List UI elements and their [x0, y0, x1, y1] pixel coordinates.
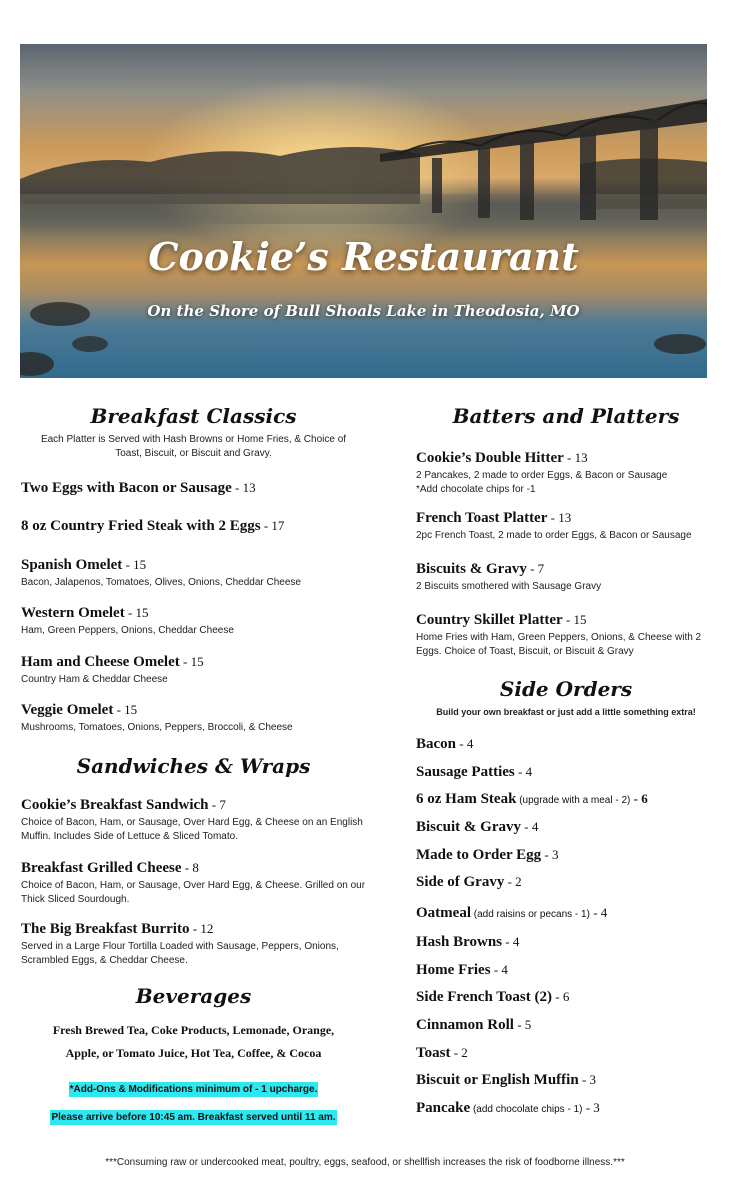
sandwiches-wraps-heading: Sandwiches & Wraps [76, 754, 311, 778]
arrival-notice-text: Please arrive before 10:45 am. Breakfast served until 11 am. [51, 1112, 336, 1123]
item-name: Hash Browns [416, 934, 503, 950]
item-description: Choice of Bacon, Ham, or Sausage, Over Hard Egg, & Cheese. Grilled on our Thick Sliced Sourdough. [21, 880, 366, 905]
item-name: Biscuit or English Muffin [416, 1072, 579, 1088]
menu-item [416, 612, 716, 659]
side-orders-note: Build your own breakfast or just add a little something extra! [436, 707, 696, 717]
side-item [416, 989, 716, 1006]
item-price: - 4 [589, 905, 608, 920]
item-price: - 3 [578, 1072, 597, 1087]
item-price: - 6 [630, 791, 648, 806]
addons-notice [21, 1084, 366, 1095]
item-name: Home Fries [416, 962, 491, 978]
item-name: Made to Order Egg [416, 847, 542, 863]
side-item [416, 791, 716, 808]
menu-item [21, 797, 366, 844]
menu-item [416, 450, 716, 497]
item-name: Veggie Omelet [21, 702, 114, 718]
item-price: - 2 [504, 874, 522, 889]
item-note: (add chocolate chips - 1) [470, 1104, 583, 1115]
menu-item [21, 605, 366, 638]
item-description: Choice of Bacon, Ham, or Sausage, Over Hard Egg, & Cheese on an English Muffin. Includes Side of Lettuce & Sliced Tomato. [21, 817, 363, 842]
side-item [416, 934, 716, 951]
menu-item [416, 561, 716, 594]
side-item [416, 874, 716, 891]
item-price: - 15 [113, 702, 138, 717]
item-price: - 5 [513, 1017, 532, 1032]
menu-item [21, 480, 366, 497]
item-price: - 2 [450, 1045, 468, 1060]
menu-item [21, 860, 366, 907]
item-name: Country Skillet Platter [416, 612, 563, 628]
item-description: 2pc French Toast, 2 made to order Eggs, & Bacon or Sausage [416, 530, 692, 541]
item-price: - 3 [582, 1100, 600, 1115]
item-name: Biscuit & Gravy [416, 819, 521, 835]
side-item [416, 847, 716, 864]
breakfast-classics-note: Each Platter is Served with Hash Browns or Home Fries, & Choice of Toast, Biscuit, or Biscuit and Gravy. [40, 434, 347, 459]
breakfast-classics-heading: Breakfast Classics [90, 404, 297, 428]
side-item [416, 1017, 716, 1034]
item-description: Served in a Large Flour Tortilla Loaded with Sausage, Peppers, Onions, Scrambled Eggs, & Cheddar Cheese. [21, 941, 339, 966]
side-item [416, 962, 716, 979]
item-description: 2 Biscuits smothered with Sausage Gravy [416, 581, 602, 592]
item-name: Cookie’s Breakfast Sandwich [21, 797, 209, 813]
item-price: - 13 [547, 510, 572, 525]
bridge-scene-illustration [20, 44, 707, 378]
item-name: Bacon [416, 736, 457, 752]
item-price: - 4 [502, 934, 520, 949]
beverages-line-2: Apple, or Tomato Juice, Hot Tea, Coffee, & Cocoa [65, 1046, 322, 1060]
side-item [416, 905, 716, 922]
item-price: - 6 [552, 989, 570, 1004]
menu-item [21, 702, 366, 735]
item-price: - 7 [526, 561, 545, 576]
menu-item [21, 921, 366, 968]
item-description: Mushrooms, Tomatoes, Onions, Peppers, Broccoli, & Cheese [21, 722, 293, 733]
item-price: - 12 [189, 921, 214, 936]
item-note: (add raisins or pecans - 1) [470, 909, 590, 920]
item-price: - 13 [231, 480, 256, 495]
side-item [416, 1072, 716, 1089]
batters-platters-heading: Batters and Platters [452, 404, 680, 428]
item-description: Bacon, Jalapenos, Tomatoes, Olives, Onions, Cheddar Cheese [21, 577, 301, 588]
item-name: The Big Breakfast Burrito [21, 921, 190, 937]
food-safety-disclaimer: ***Consuming raw or undercooked meat, poultry, eggs, seafood, or shellfish increases the risk of foodborne illness.*** [105, 1157, 625, 1168]
side-item [416, 736, 716, 753]
side-orders-heading: Side Orders [499, 677, 633, 701]
left-column [21, 400, 366, 1140]
restaurant-subtitle: On the Shore of Bull Shoals Lake in Theodosia, MO [147, 302, 580, 320]
item-price: - 4 [514, 764, 533, 779]
item-name: Ham and Cheese Omelet [21, 654, 180, 670]
beverages-line-1: Fresh Brewed Tea, Coke Products, Lemonade, Orange, [52, 1023, 335, 1037]
side-item [416, 764, 716, 781]
beverages-heading: Beverages [135, 984, 252, 1008]
item-name: Biscuits & Gravy [416, 561, 527, 577]
right-column [416, 400, 716, 1130]
restaurant-title: Cookie’s Restaurant [148, 234, 579, 279]
item-price: - 15 [122, 557, 147, 572]
addons-notice-text: *Add-Ons & Modifications minimum of - 1 upcharge. [69, 1084, 318, 1095]
item-name: Oatmeal [416, 905, 471, 921]
item-description: 2 Pancakes, 2 made to order Eggs, & Bacon or Sausage [416, 470, 668, 481]
item-name: Side of Gravy [416, 874, 505, 890]
item-price: - 4 [490, 962, 508, 977]
item-price: - 17 [260, 518, 285, 533]
item-name: Sausage Patties [416, 764, 515, 780]
item-description: Ham, Green Peppers, Onions, Cheddar Cheese [21, 625, 234, 636]
arrival-notice [21, 1112, 366, 1123]
item-description: Home Fries with Ham, Green Peppers, Onions, & Cheese with 2 Eggs. Choice of Toast, Biscuit, or Biscuit & Gravy [416, 632, 702, 657]
side-item [416, 1100, 716, 1117]
item-name: Cookie’s Double Hitter [416, 450, 564, 466]
item-name: Breakfast Grilled Cheese [21, 860, 182, 876]
menu-item [21, 654, 366, 687]
item-name: 8 oz Country Fried Steak with 2 Eggs [21, 518, 261, 534]
item-name: Cinnamon Roll [416, 1017, 514, 1033]
item-name: Toast [416, 1045, 451, 1061]
item-name: Two Eggs with Bacon or Sausage [21, 480, 232, 496]
menu-item [416, 510, 716, 543]
item-name: Western Omelet [21, 605, 125, 621]
item-description: Country Ham & Cheddar Cheese [21, 674, 168, 685]
item-note: (upgrade with a meal - 2) [516, 795, 631, 806]
item-price: - 15 [562, 612, 587, 627]
menu-item [21, 557, 366, 590]
item-price: - 4 [456, 736, 474, 751]
item-name: Side French Toast (2) [416, 989, 552, 1005]
item-name: Spanish Omelet [21, 557, 123, 573]
item-description-extra: *Add chocolate chips for -1 [416, 484, 536, 495]
side-item [416, 819, 716, 836]
item-price: - 8 [181, 860, 199, 875]
item-price: - 15 [124, 605, 149, 620]
item-price: - 13 [563, 450, 588, 465]
item-price: - 3 [541, 847, 559, 862]
item-price: - 7 [208, 797, 226, 812]
side-item [416, 1045, 716, 1062]
item-name: French Toast Platter [416, 510, 548, 526]
item-name: Pancake [416, 1100, 471, 1116]
hero-banner [20, 44, 707, 378]
menu-item [21, 518, 366, 535]
item-name: 6 oz Ham Steak [416, 791, 517, 807]
item-price: - 4 [521, 819, 539, 834]
item-price: - 15 [179, 654, 204, 669]
